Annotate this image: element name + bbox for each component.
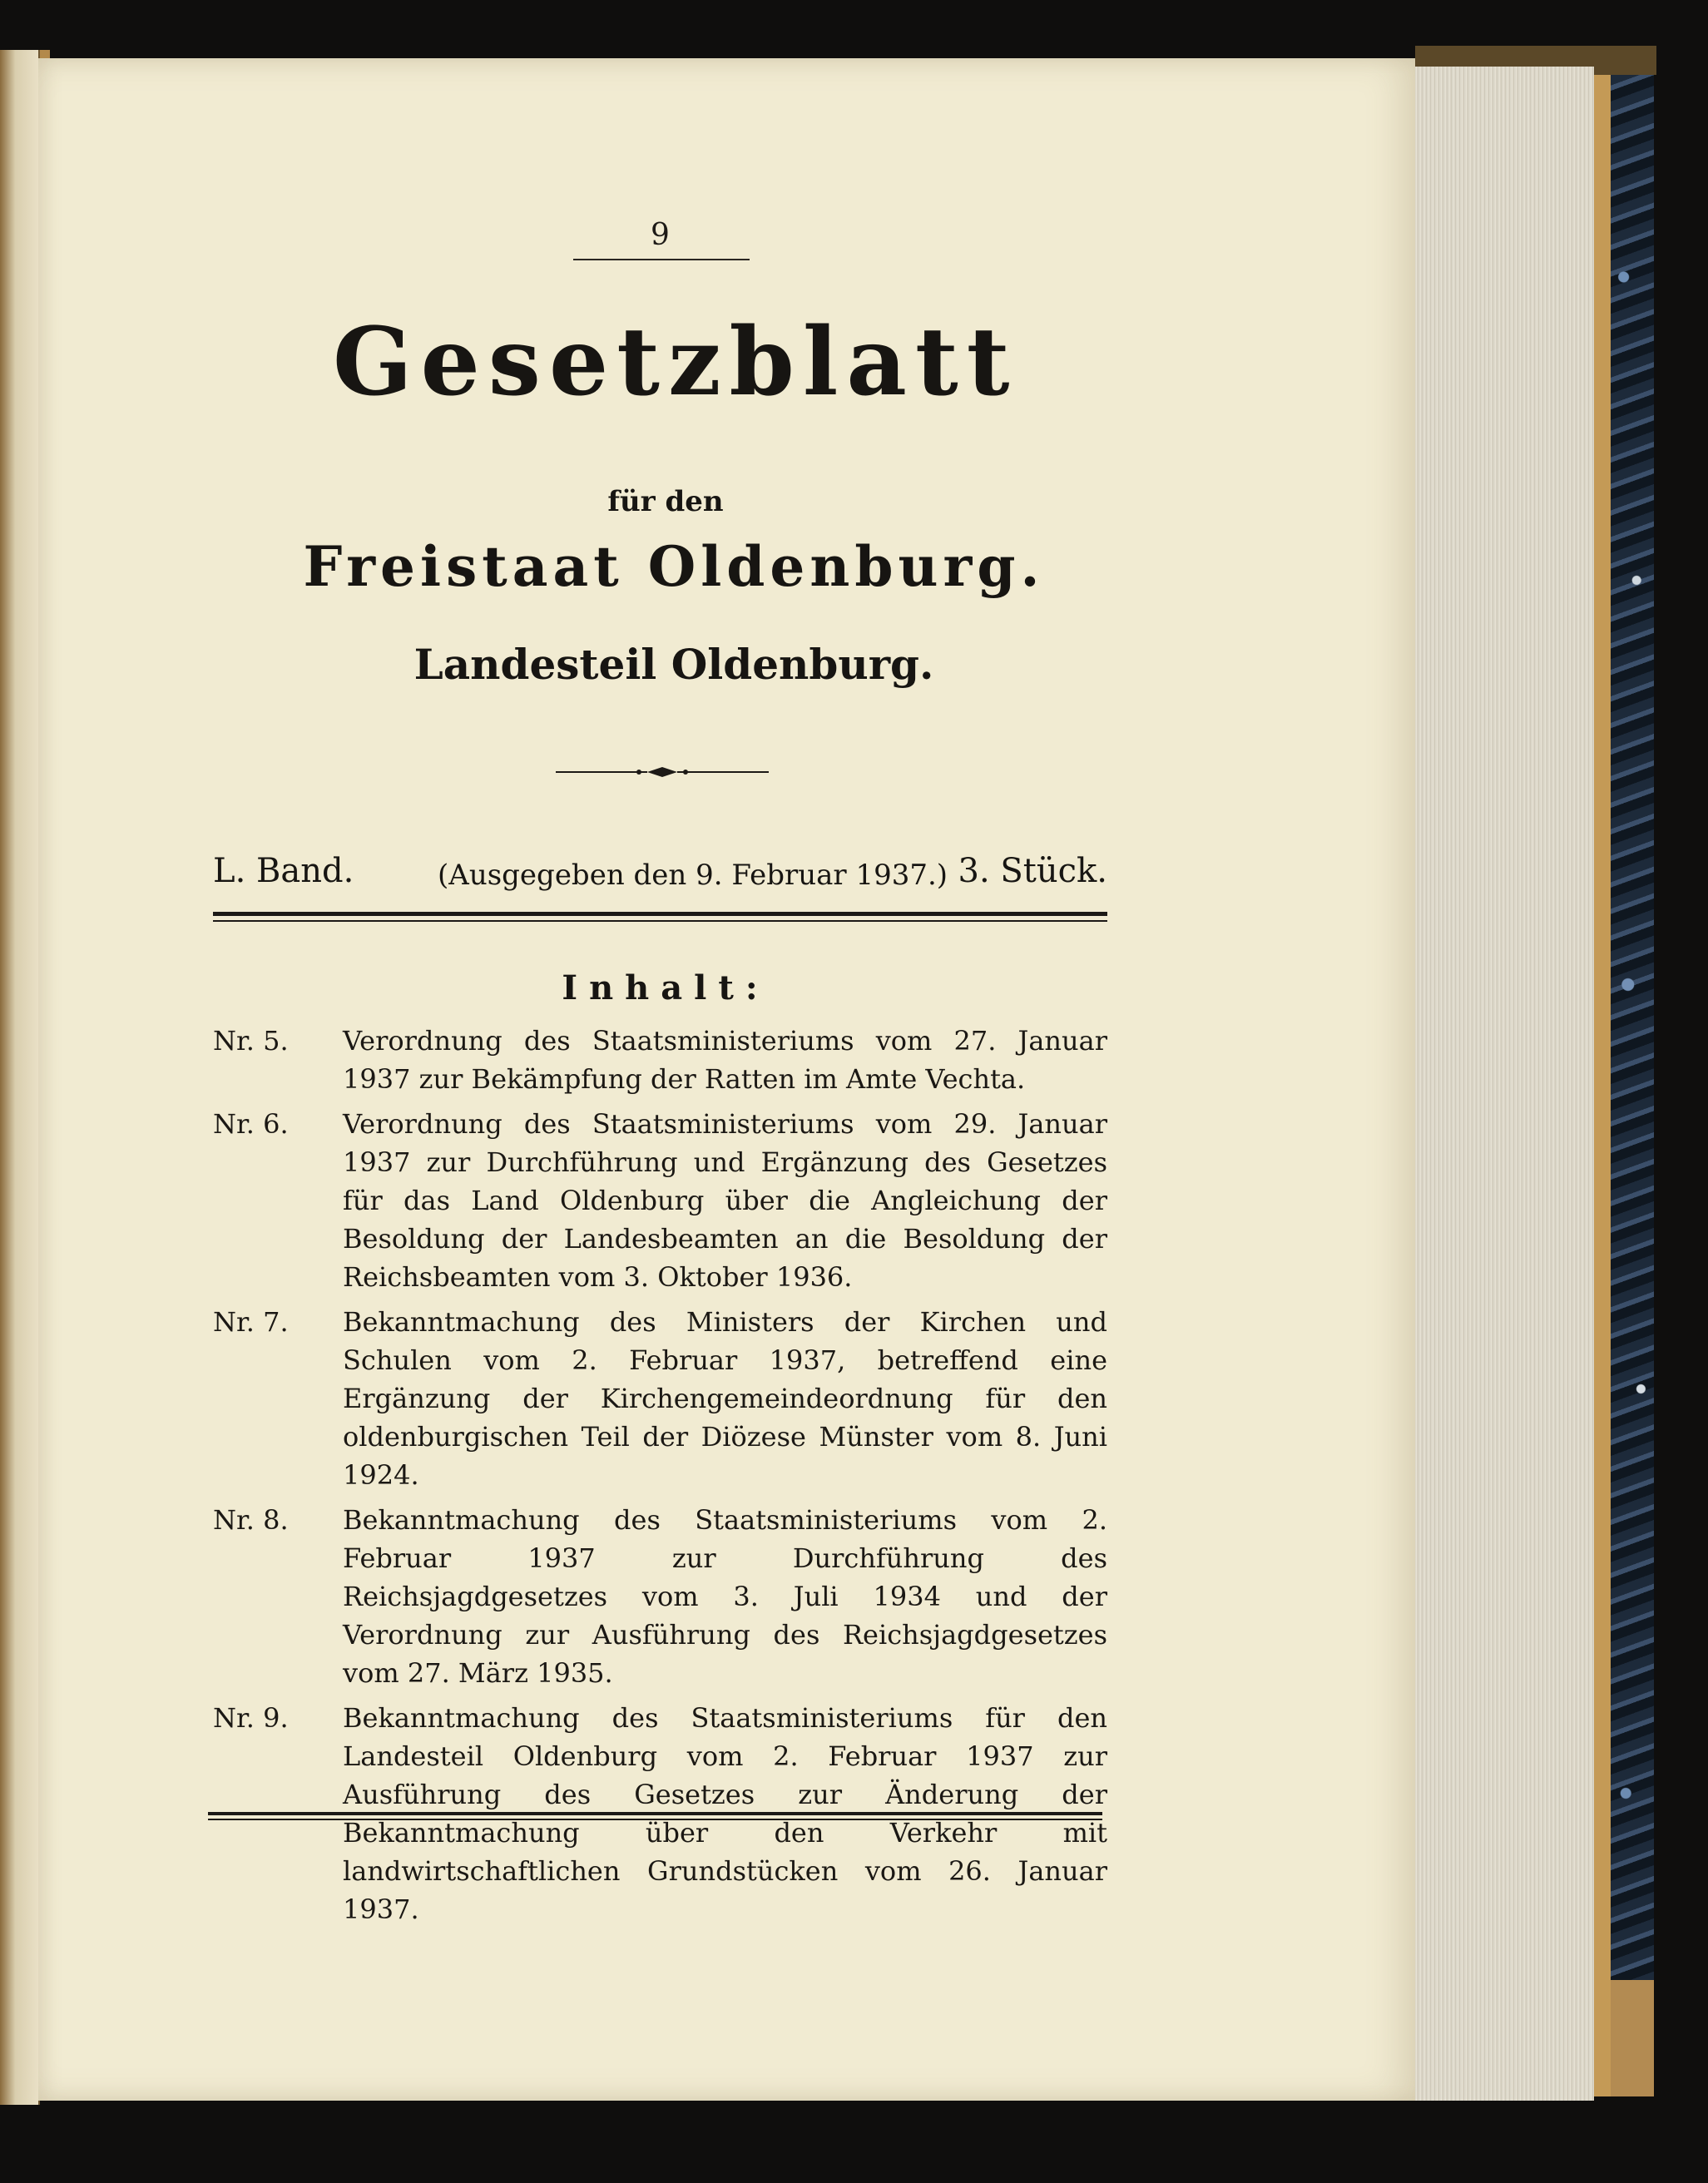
issue-piece: 3. Stück. — [958, 852, 1107, 890]
header-double-rule — [213, 912, 1107, 922]
issue-volume: L. Band. — [213, 852, 354, 890]
document-subtitle: für den — [607, 485, 724, 518]
entry-text: Verordnung des Staatsministeriums vom 29. Januar 1937 zur Durchführung und Ergänzung des Gesetzes für das Land Oldenburg über die Angleichung der Besoldung der Landesbeamten an die Besoldung der Reichsbeamten vom 3. Oktober 1936. — [343, 1108, 1107, 1293]
issue-date: (Ausgegeben den 9. Februar 1937.) — [438, 859, 948, 892]
page-number: 9 — [651, 218, 671, 252]
list-item — [213, 1303, 1107, 1494]
region-name: Landesteil Oldenburg. — [413, 640, 934, 689]
entry-text: Verordnung des Staatsministeriums vom 27. Januar 1937 zur Bekämpfung der Ratten im Amte Vechta. — [343, 1025, 1107, 1095]
marbled-cover — [1611, 75, 1654, 2096]
page-number-rule — [573, 259, 750, 260]
state-name: Freistaat Oldenburg. — [303, 534, 1045, 599]
contents-heading: Inhalt: — [562, 968, 770, 1007]
divider-ornament — [556, 764, 769, 780]
cover-corner — [1611, 1980, 1654, 2096]
entry-text: Bekanntmachung des Staatsministeriums vom 2. Februar 1937 zur Durchführung des Reichsjagdgesetzes vom 3. Juli 1934 und der Verordnung zur Ausführung des Reichsjagdgesetzes vom 27. März 1935. — [343, 1504, 1107, 1689]
entry-number: Nr. 7. — [213, 1306, 289, 1338]
entry-text: Bekanntmachung des Ministers der Kirchen und Schulen vom 2. Februar 1937, betreffend eine Ergänzung der Kirchengemeindeordnung für den oldenburgischen Teil der Diözese Münster vom 8. Juni 1924. — [343, 1306, 1107, 1491]
document-title: Gesetzblatt — [333, 308, 1018, 417]
left-page-edge — [0, 50, 40, 2105]
list-item — [213, 1022, 1107, 1098]
entry-number: Nr. 6. — [213, 1108, 289, 1140]
contents-list — [213, 1022, 1107, 1935]
cover-board-edge — [1594, 75, 1611, 2096]
entry-text: Bekanntmachung des Staatsministeriums für den Landesteil Oldenburg vom 2. Februar 1937 zur Ausführung des Gesetzes zur Änderung der Bekanntmachung über den Verkehr mit landwirtschaftlichen Grundstücken vom 26. Januar 1937. — [343, 1702, 1107, 1925]
list-item — [213, 1105, 1107, 1296]
entry-number: Nr. 9. — [213, 1702, 289, 1734]
issue-info — [213, 847, 1107, 897]
page-stack-edge — [1415, 67, 1594, 2101]
footer-double-rule — [208, 1812, 1102, 1820]
entry-number: Nr. 5. — [213, 1025, 289, 1057]
list-item — [213, 1501, 1107, 1692]
entry-number: Nr. 8. — [213, 1504, 289, 1536]
